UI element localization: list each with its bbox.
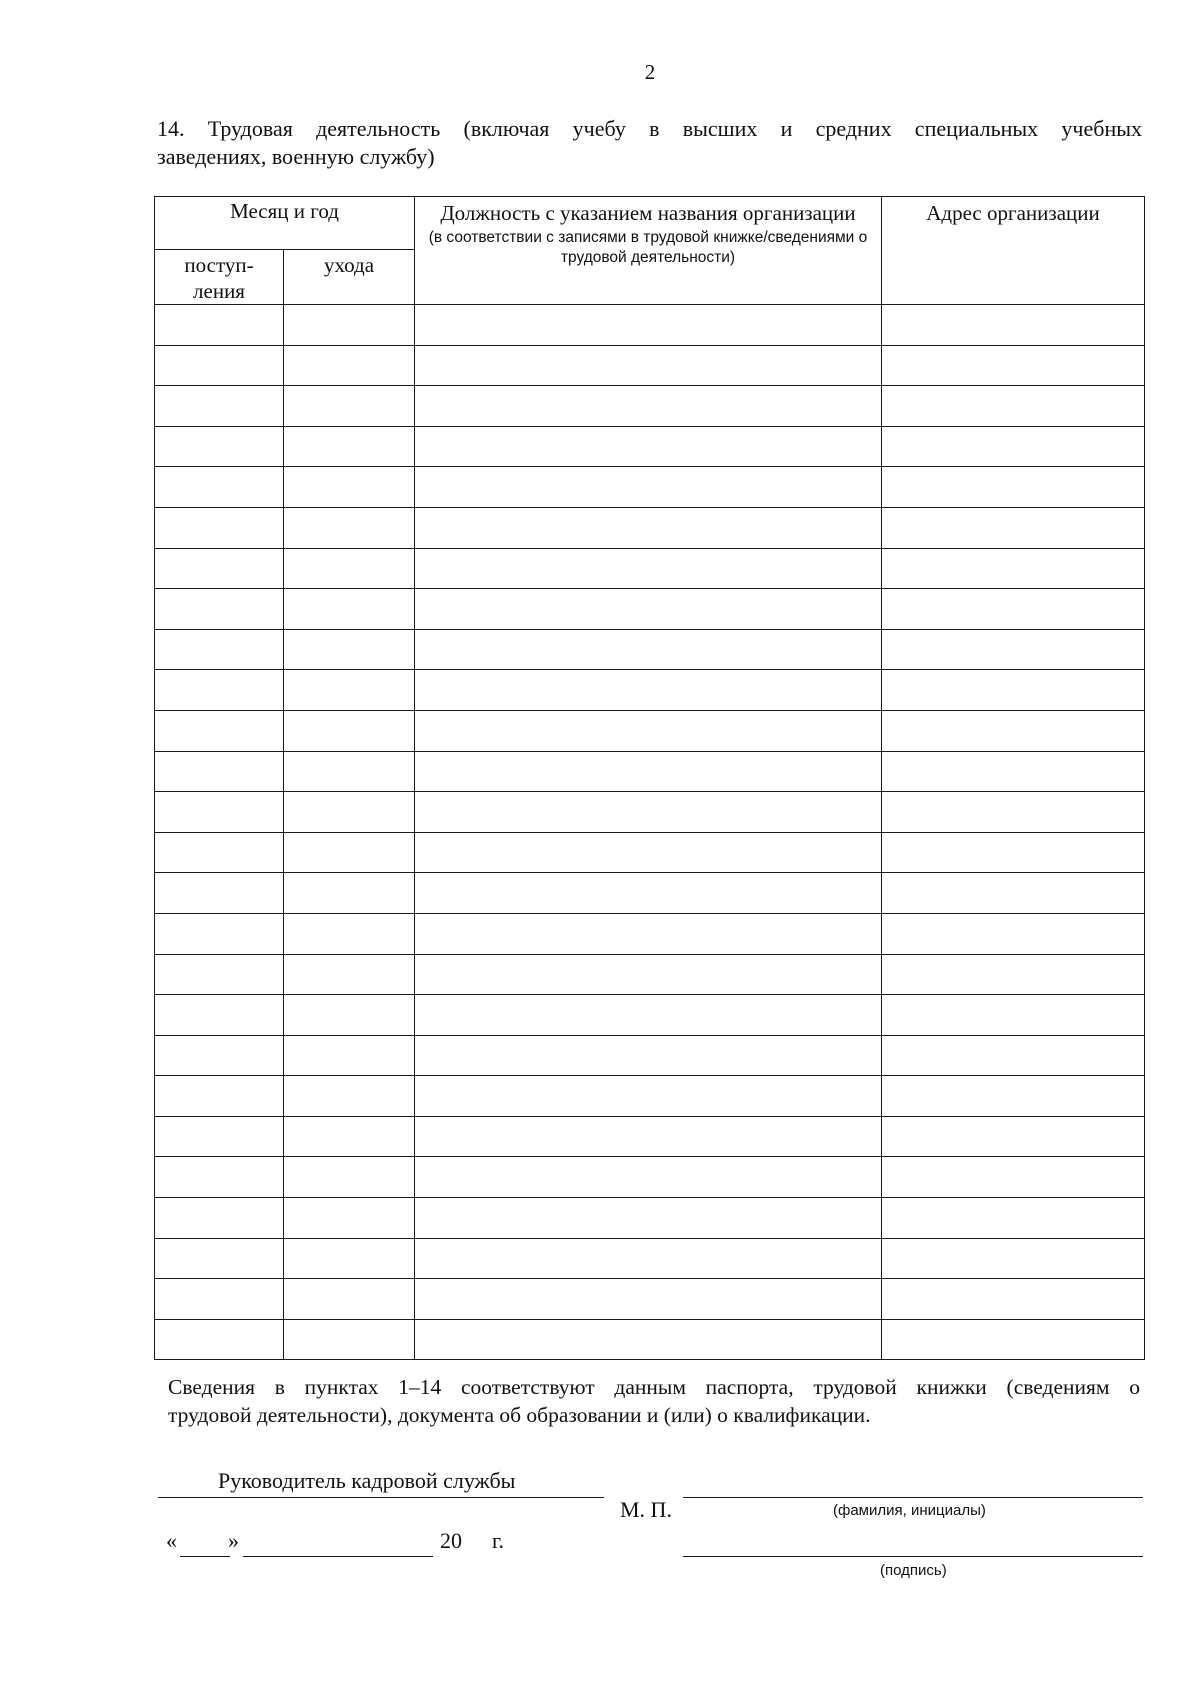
stamp-label: М. П. [620,1497,672,1522]
table-row [155,1198,1145,1239]
table-row [155,345,1145,386]
verification-statement [168,1373,1140,1429]
cell-start[interactable] [155,832,284,873]
cell-address[interactable] [882,507,1145,548]
cell-address[interactable] [882,629,1145,670]
cell-start[interactable] [155,426,284,467]
cell-end[interactable] [284,995,415,1036]
cell-position[interactable] [415,1076,882,1117]
date-month-line[interactable] [243,1556,433,1557]
cell-start[interactable] [155,1076,284,1117]
cell-end[interactable] [284,305,415,346]
cell-position[interactable] [415,507,882,548]
table-row [155,670,1145,711]
cell-start[interactable] [155,1116,284,1157]
date-open-quote: « [166,1528,177,1553]
date-close-quote: » [228,1528,239,1553]
cell-position[interactable] [415,1198,882,1239]
table-row [155,629,1145,670]
signature-field-line[interactable] [683,1556,1143,1557]
header-end: ухода [284,250,415,305]
cell-address[interactable] [882,873,1145,914]
cell-position[interactable] [415,954,882,995]
cell-end[interactable] [284,467,415,508]
cell-end[interactable] [284,548,415,589]
table-row [155,1238,1145,1279]
cell-end[interactable] [284,832,415,873]
cell-address[interactable] [882,1279,1145,1320]
cell-end[interactable] [284,751,415,792]
cell-address[interactable] [882,670,1145,711]
cell-start[interactable] [155,386,284,427]
cell-start[interactable] [155,913,284,954]
hr-head-underline [158,1497,604,1498]
employment-table [154,196,1145,1360]
cell-position[interactable] [415,995,882,1036]
table-row [155,1279,1145,1320]
cell-address[interactable] [882,386,1145,427]
name-field-line[interactable] [683,1497,1143,1498]
cell-start[interactable] [155,995,284,1036]
cell-start[interactable] [155,589,284,630]
cell-address[interactable] [882,548,1145,589]
date-year-suffix: г. [492,1528,505,1553]
cell-end[interactable] [284,1238,415,1279]
table-body [155,305,1145,1360]
table-row [155,426,1145,467]
cell-end[interactable] [284,1157,415,1198]
cell-address[interactable] [882,1035,1145,1076]
cell-address[interactable] [882,751,1145,792]
cell-address[interactable] [882,832,1145,873]
cell-end[interactable] [284,1116,415,1157]
table-row [155,1157,1145,1198]
cell-position[interactable] [415,1279,882,1320]
cell-position[interactable] [415,548,882,589]
cell-position[interactable] [415,345,882,386]
cell-address[interactable] [882,1319,1145,1360]
cell-position[interactable] [415,1157,882,1198]
cell-position[interactable] [415,832,882,873]
cell-address[interactable] [882,1076,1145,1117]
table-row [155,1319,1145,1360]
table-row [155,1035,1145,1076]
hr-head-label: Руководитель кадровой службы [218,1468,516,1493]
cell-address[interactable] [882,710,1145,751]
table-row [155,954,1145,995]
cell-end[interactable] [284,589,415,630]
cell-end[interactable] [284,670,415,711]
cell-start[interactable] [155,345,284,386]
table-row [155,995,1145,1036]
header-start: поступ-ления [155,250,284,305]
cell-address[interactable] [882,589,1145,630]
cell-address[interactable] [882,1116,1145,1157]
table-row [155,548,1145,589]
cell-start[interactable] [155,792,284,833]
cell-position[interactable] [415,710,882,751]
header-month-year: Месяц и год [155,197,415,250]
cell-position[interactable] [415,467,882,508]
cell-start[interactable] [155,751,284,792]
cell-address[interactable] [882,1198,1145,1239]
section-heading [157,115,1142,171]
cell-position[interactable] [415,913,882,954]
date-day-line[interactable] [180,1556,230,1557]
table-row [155,1116,1145,1157]
cell-end[interactable] [284,629,415,670]
cell-end[interactable] [284,507,415,548]
cell-position[interactable] [415,1035,882,1076]
cell-start[interactable] [155,1198,284,1239]
table-row [155,751,1145,792]
cell-end[interactable] [284,873,415,914]
cell-start[interactable] [155,305,284,346]
header-position-note: (в соответствии с записями в трудовой книжке/сведениями о трудовой деятельности) [428,229,868,266]
table-row [155,507,1145,548]
table-header [155,197,1145,305]
table-row [155,710,1145,751]
cell-address[interactable] [882,954,1145,995]
cell-address[interactable] [882,995,1145,1036]
cell-end[interactable] [284,1279,415,1320]
cell-end[interactable] [284,913,415,954]
cell-position[interactable] [415,305,882,346]
header-address: Адрес организации [882,197,1145,305]
cell-position[interactable] [415,589,882,630]
cell-start[interactable] [155,873,284,914]
table-row [155,467,1145,508]
table-row [155,913,1145,954]
cell-position[interactable] [415,873,882,914]
cell-end[interactable] [284,954,415,995]
cell-start[interactable] [155,1238,284,1279]
cell-start[interactable] [155,954,284,995]
cell-start[interactable] [155,507,284,548]
cell-address[interactable] [882,913,1145,954]
cell-start[interactable] [155,1319,284,1360]
table-row [155,305,1145,346]
cell-end[interactable] [284,1076,415,1117]
section-heading-line1: 14. Трудовая деятельность (включая учебу в высших и средних специальных учебных [157,116,1142,141]
cell-position[interactable] [415,792,882,833]
cell-start[interactable] [155,1035,284,1076]
cell-start[interactable] [155,467,284,508]
cell-address[interactable] [882,305,1145,346]
statement-line2: трудовой деятельности), документа об образовании и (или) о квалификации. [168,1403,871,1427]
cell-end[interactable] [284,1319,415,1360]
cell-address[interactable] [882,1157,1145,1198]
cell-address[interactable] [882,345,1145,386]
cell-address[interactable] [882,1238,1145,1279]
date-year-prefix: 20 [440,1528,462,1553]
cell-end[interactable] [284,710,415,751]
cell-position[interactable] [415,1116,882,1157]
table-row [155,792,1145,833]
signature-caption: (подпись) [880,1562,947,1579]
cell-end[interactable] [284,426,415,467]
cell-end[interactable] [284,386,415,427]
cell-start[interactable] [155,629,284,670]
cell-position[interactable] [415,386,882,427]
cell-start[interactable] [155,548,284,589]
table-row [155,832,1145,873]
cell-position[interactable] [415,1319,882,1360]
cell-start[interactable] [155,1279,284,1320]
cell-end[interactable] [284,1035,415,1076]
cell-address[interactable] [882,792,1145,833]
cell-start[interactable] [155,670,284,711]
cell-position[interactable] [415,426,882,467]
cell-address[interactable] [882,426,1145,467]
cell-end[interactable] [284,1198,415,1239]
section-heading-line2: заведениях, военную службу) [157,144,435,169]
header-position [415,197,882,305]
cell-address[interactable] [882,467,1145,508]
table-row [155,589,1145,630]
header-position-title: Должность с указанием названия организации [440,201,856,225]
page-number: 2 [644,60,656,84]
cell-end[interactable] [284,345,415,386]
cell-position[interactable] [415,629,882,670]
cell-position[interactable] [415,670,882,711]
cell-end[interactable] [284,792,415,833]
cell-position[interactable] [415,1238,882,1279]
table-row [155,1076,1145,1117]
table-row [155,873,1145,914]
cell-start[interactable] [155,710,284,751]
cell-start[interactable] [155,1157,284,1198]
table-row [155,386,1145,427]
name-caption: (фамилия, инициалы) [833,1502,986,1519]
statement-line1: Сведения в пунктах 1–14 соответствуют данным паспорта, трудовой книжки (сведениям о [168,1375,1140,1399]
cell-position[interactable] [415,751,882,792]
